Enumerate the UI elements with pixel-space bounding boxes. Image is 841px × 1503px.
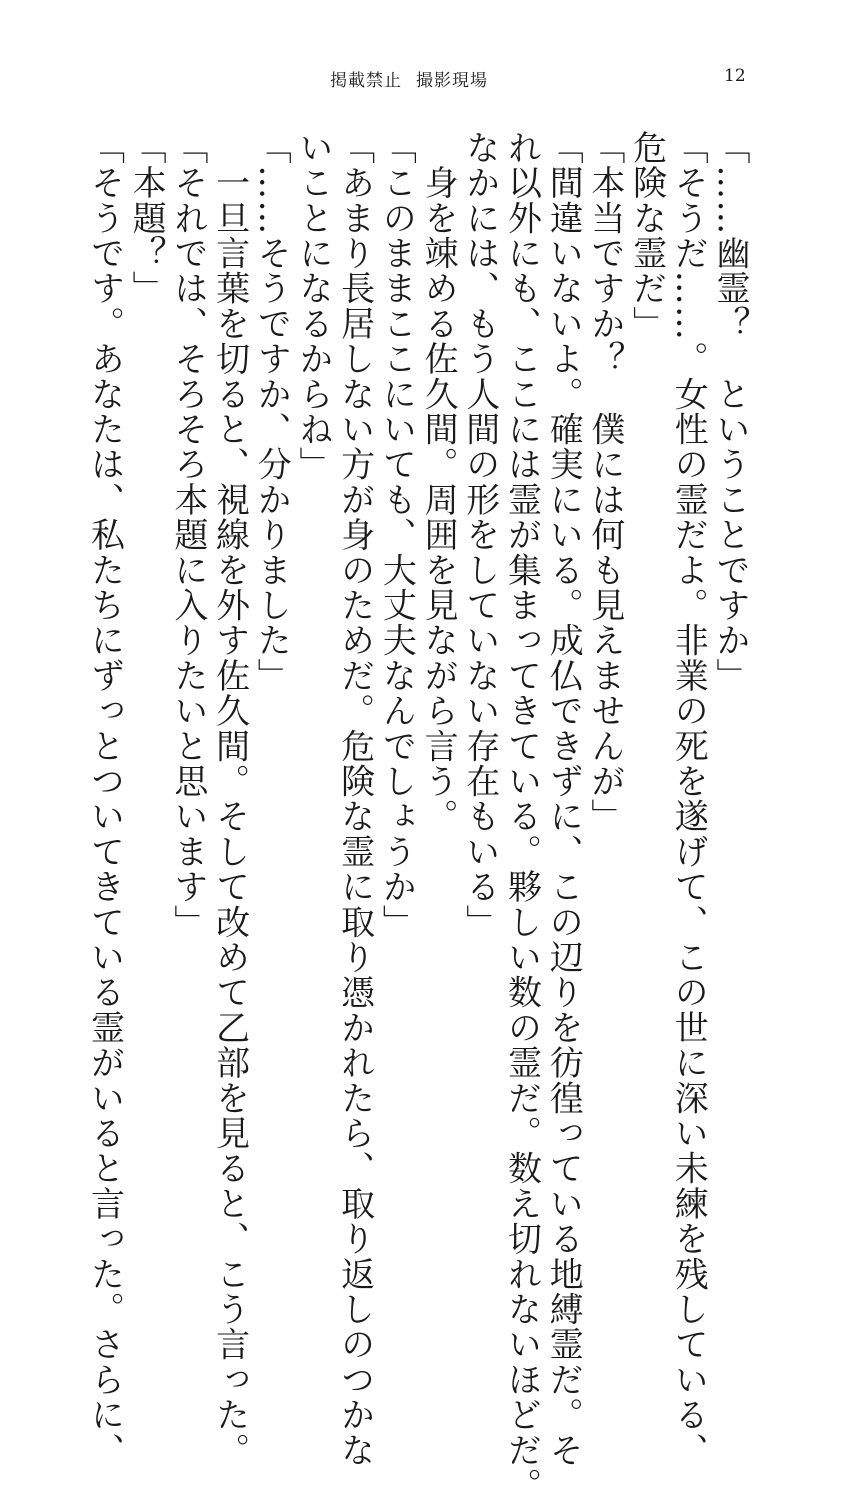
running-head [330, 66, 488, 91]
text-line: 「本当ですか？ 僕には何も見えませんが」 [584, 130, 625, 834]
text-line: 「……そうですか、分かりました」 [251, 130, 292, 694]
text-line: 一旦言葉を切ると、視線を外す佐久間。そして改めて乙部を見ると、こう言った。 [209, 130, 250, 1468]
text-line: 「間違いないよ。確実にいる。成仏できずに、この辺りを彷徨っている地縛霊だ。そ [543, 130, 584, 1468]
page-number: 12 [724, 66, 746, 86]
text-line: 「そうだ……。女性の霊だよ。非業の死を遂げて、この世に深い未練を残している、 [668, 130, 709, 1468]
text-line: 「そうです。あなたは、私たちにずっとついてきている霊がいると言った。さらに、 [84, 130, 125, 1468]
text-line: なかには、もう人間の形をしていない存在もいる」 [459, 130, 500, 940]
text-line: 「本題？」 [126, 130, 167, 306]
vertical-body-text [84, 130, 750, 1503]
text-line: 「それでは、そろそろ本題に入りたいと思います」 [167, 130, 208, 940]
text-line: れ以外にも、ここには霊が集まってきている。夥しい数の霊だ。数え切れないほどだ。 [501, 130, 542, 1503]
running-head-subtitle: 撮影現場 [416, 71, 488, 91]
text-line: 身を竦める佐久間。周囲を見ながら言う。 [418, 130, 459, 834]
text-line: 「……幽霊？ ということですか」 [710, 130, 750, 694]
text-line: いことになるからね」 [292, 130, 333, 482]
text-line: 「このままここにいても、大丈夫なんでしょうか」 [376, 130, 417, 940]
text-line: 危険な霊だ」 [626, 130, 667, 342]
text-line: 「あまり長居しない方が身のためだ。危険な霊に取り憑かれたら、取り返しのつかな [334, 130, 375, 1468]
running-head-title: 掲載禁止 [330, 71, 402, 91]
